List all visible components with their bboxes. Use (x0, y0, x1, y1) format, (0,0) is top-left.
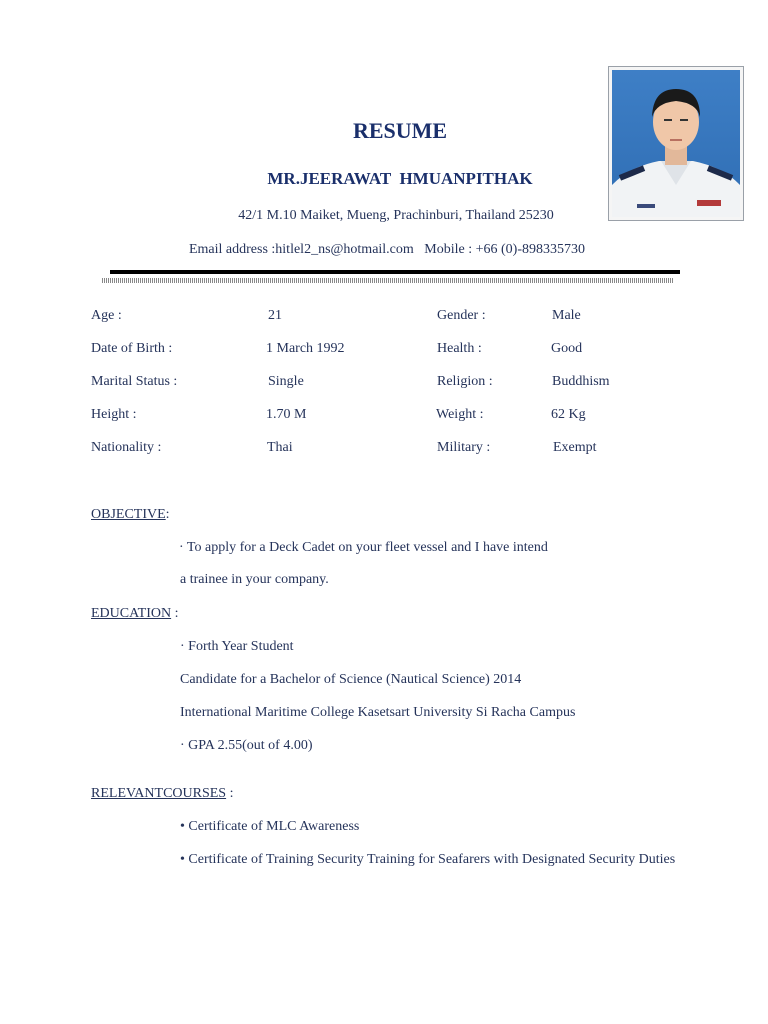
applicant-name: MR.JEERAWAT HMUANPITHAK (267, 169, 533, 188)
education-line: · GPA 2.55(out of 4.00) (180, 738, 313, 753)
objective-heading-suffix: : (165, 507, 170, 522)
education-line: Candidate for a Bachelor of Science (Nautical Science) 2014 (180, 672, 522, 687)
objective-heading (91, 507, 170, 523)
dob-label: Date of Birth : (91, 341, 173, 356)
education-line: · Forth Year Student (180, 639, 294, 654)
header-dotted-divider (102, 278, 674, 283)
health-value: Good (551, 341, 583, 356)
religion-value: Buddhism (552, 374, 610, 389)
education-heading (91, 606, 179, 622)
military-label: Military : (437, 440, 491, 455)
education-heading-suffix: : (171, 606, 179, 621)
nationality-value: Thai (267, 440, 293, 455)
applicant-photo (608, 66, 744, 221)
gender-value: Male (552, 308, 581, 323)
height-label: Height : (91, 407, 137, 422)
course-item: • Certificate of MLC Awareness (180, 819, 360, 834)
age-value: 21 (268, 308, 282, 323)
resume-title: RESUME (352, 118, 448, 143)
courses-heading-suffix: : (226, 786, 234, 801)
course-item: • Certificate of Training Security Training for Seafarers with Designated Security Duties (180, 852, 676, 867)
courses-heading-text: RELEVANTCOURSES (91, 786, 227, 801)
objective-line: · To apply for a Deck Cadet on your fleet vessel and I have intend (179, 540, 548, 555)
height-value: 1.70 M (266, 407, 307, 422)
weight-value: 62 Kg (551, 407, 586, 422)
military-value: Exempt (553, 440, 597, 455)
address-line: 42/1 M.10 Maiket, Mueng, Prachinburi, Thailand 25230 (238, 208, 554, 223)
dob-value: 1 March 1992 (266, 341, 345, 356)
nationality-label: Nationality : (91, 440, 162, 455)
contact-line: Email address :hitlel2_ns@hotmail.com Mobile : +66 (0)-898335730 (188, 242, 585, 257)
marital-status-value: Single (268, 374, 304, 389)
marital-status-label: Marital Status : (91, 374, 178, 389)
objective-line: a trainee in your company. (180, 572, 329, 587)
courses-heading (91, 786, 233, 802)
education-heading-text: EDUCATION (91, 606, 172, 621)
gender-label: Gender : (437, 308, 486, 323)
header-divider (110, 270, 680, 274)
religion-label: Religion : (437, 374, 493, 389)
age-label: Age : (91, 308, 122, 323)
objective-heading-text: OBJECTIVE (91, 507, 166, 522)
education-line: International Maritime College Kasetsart University Si Racha Campus (180, 705, 576, 720)
weight-label: Weight : (436, 407, 484, 422)
health-label: Health : (437, 341, 482, 356)
